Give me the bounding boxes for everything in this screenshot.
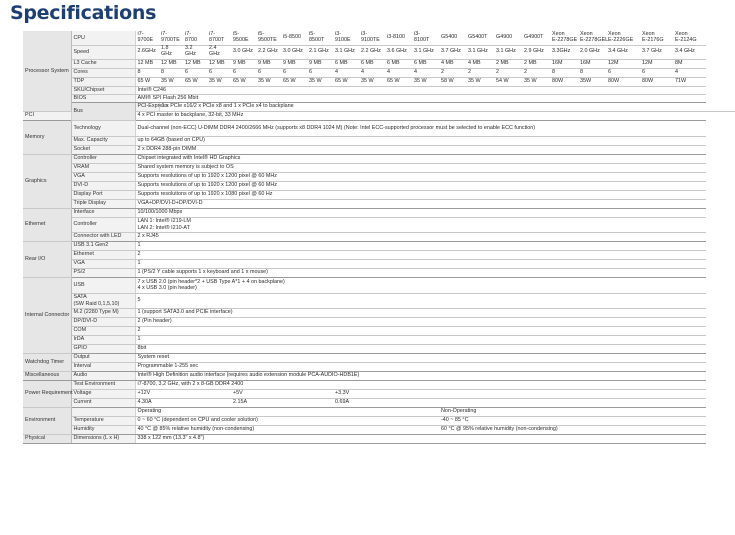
cpu-model-cell: i3- 8100T [412, 31, 439, 45]
internal-connector-value: 5 [135, 293, 706, 308]
rear-io-sub-label: PS/2 [71, 268, 135, 277]
internal-connector-sub-label: COM [71, 326, 135, 335]
voltage-12v: +12V [135, 389, 231, 398]
tdp-cell: 65 W [231, 77, 256, 86]
rear-io-row [23, 250, 735, 259]
cpu-model-cell: i5- 9500E [231, 31, 256, 45]
l3-cache-cell: 12M [640, 59, 673, 68]
l3-cache-cell: 12 MB [207, 59, 231, 68]
graphics-row [23, 172, 735, 181]
tdp-cell: 80W [606, 77, 640, 86]
current-12v: 4.30A [135, 398, 231, 407]
cores-cell: 6 [183, 68, 207, 77]
cores-cell: 6 [256, 68, 281, 77]
cpu-speed-cell: 3.7 GHz [439, 45, 466, 59]
cpu-speed-cell: 2.2 GHz [256, 45, 281, 59]
label-cpu: CPU [71, 31, 135, 45]
environment-header-row [23, 407, 735, 416]
internal-connector-sub-label: IrDA [71, 335, 135, 344]
bus-row [23, 102, 735, 111]
graphics-value: Supports resolutions of up to 1920 x 1200 pixel @ 60 MHz [135, 172, 706, 181]
tdp-row [23, 77, 735, 86]
cores-cell: 8 [159, 68, 183, 77]
physical-row [23, 434, 735, 443]
memory-value: 2 x DDR4 288-pin DIMM [135, 145, 706, 154]
cpu-model-cell: i3- 9100TE [359, 31, 385, 45]
cores-cell: 4 [333, 68, 359, 77]
l3-cache-cell: 16M [550, 59, 578, 68]
cpu-model-cell: Xeon E-2226GE [606, 31, 640, 45]
internal-connector-sub-label: SATA (SW Raid 0,1,5,10) [71, 293, 135, 308]
power-voltage-row [23, 389, 735, 398]
cores-cell: 6 [307, 68, 333, 77]
sku-row [23, 86, 735, 94]
watchdog-timer-value: Programmable 1-255 sec [135, 362, 706, 371]
miscellaneous-sub-label: Audio [71, 371, 135, 380]
temperature-non-operating: -40 ~ 85 °C [439, 416, 706, 425]
internal-connector-value: 8bit [135, 344, 706, 353]
graphics-sub-label: DVI-D [71, 181, 135, 190]
graphics-value: Supports resolutions of up to 1920 x 1200 pixel @ 60 MHz [135, 181, 706, 190]
cpu-speed-cell: 2.6GHz [135, 45, 159, 59]
cpu-model-cell: Xeon E-2278GE [550, 31, 578, 45]
cores-cell: 6 [281, 68, 307, 77]
rear-io-sub-label: Ethernet [71, 250, 135, 259]
spec-table-body [23, 31, 735, 443]
test-environment-value: i7-8700, 3.2 GHz, with 2 x 8-GB DDR4 2400 [135, 380, 706, 389]
category-rear-io: Rear I/O [23, 241, 71, 277]
category-environment: Environment [23, 407, 71, 434]
bus-value: 1 x PCIe x16/2 x PCIe x8 and 1 x PCIe x4 to backplane [159, 102, 735, 111]
graphics-value: Chipset integrated with Intel® HD Graphics [135, 154, 706, 163]
label-temperature: Temperature [71, 416, 135, 425]
ethernet-sub-label: Connector with LED [71, 232, 135, 241]
cpu-model-cell: Xeon E-2176G [640, 31, 673, 45]
graphics-sub-label: Triple Display [71, 199, 135, 208]
tdp-cell: 65 W [333, 77, 359, 86]
internal-connector-sub-label: M.2 (2280 Type M) [71, 308, 135, 317]
category-physical: Physical [23, 434, 71, 443]
cpu-model-cell: G4900T [522, 31, 550, 45]
graphics-row [23, 181, 735, 190]
cpu-model-cell: i7- 8700 [183, 31, 207, 45]
rear-io-value: 2 [135, 250, 706, 259]
cpu-speed-cell: 3.1 GHz [333, 45, 359, 59]
rear-io-sub-label: USB 3.1 Gen2 [71, 241, 135, 250]
cpu-model-cell: i5-8500 [281, 31, 307, 45]
l3-cache-row [23, 59, 735, 68]
cpu-speed-cell: 2.0 GHz [578, 45, 606, 59]
cpu-model-cell: G5400T [466, 31, 494, 45]
tdp-cell: 35 W [522, 77, 550, 86]
l3-cache-cell: 12 MB [183, 59, 207, 68]
rear-io-sub-label: VGA [71, 259, 135, 268]
ethernet-value: 10/100/1000 Mbps [135, 208, 706, 217]
graphics-sub-label: VRAM [71, 163, 135, 172]
physical-value: 338 x 122 mm (13.3" x 4.8") [135, 434, 706, 443]
tdp-cell: 58 W [439, 77, 466, 86]
internal-connector-value: 7 x USB 2.0 (pin header*2 + USB Type A*1 + 4 on backplane) 4 x USB 3.0 (pin header) [135, 277, 706, 293]
memory-row [23, 120, 735, 136]
l3-cache-cell: 6 MB [359, 59, 385, 68]
l3-cache-cell: 9 MB [307, 59, 333, 68]
internal-connector-row [23, 308, 735, 317]
cores-cell: 4 [359, 68, 385, 77]
cpu-model-cell: i5- 9500TE [256, 31, 281, 45]
l3-cache-cell: 4 MB [466, 59, 494, 68]
category-bus: Bus [71, 102, 135, 120]
cores-cell: 6 [640, 68, 673, 77]
category-ethernet: Ethernet [23, 208, 71, 241]
label-bios: BIOS [71, 94, 135, 102]
rear-io-row [23, 241, 735, 250]
l3-cache-cell: 12 MB [159, 59, 183, 68]
ethernet-sub-label: Controller [71, 217, 135, 232]
cpu-model-cell: i3- 9100E [333, 31, 359, 45]
l3-cache-cell: 9 MB [256, 59, 281, 68]
cpu-model-cell: G4900 [494, 31, 522, 45]
tdp-cell: 80W [640, 77, 673, 86]
rear-io-row [23, 268, 735, 277]
internal-connector-sub-label: USB [71, 277, 135, 293]
internal-connector-row [23, 317, 735, 326]
l3-cache-cell: 8M [673, 59, 706, 68]
speed-row [23, 45, 735, 59]
label-sku-chipset: SKU/Chipset [71, 86, 135, 94]
bus-value: 4 x PCI master to backplane, 32-bit, 33 MHz [135, 111, 706, 120]
sku-value: Intel® C246 [135, 86, 706, 94]
tdp-cell: 65 W [385, 77, 412, 86]
label-operating: Operating [135, 407, 439, 416]
label-voltage: Voltage [71, 389, 135, 398]
cores-cell: 8 [578, 68, 606, 77]
graphics-sub-label: Controller [71, 154, 135, 163]
watchdog-timer-sub-label: Interval [71, 362, 135, 371]
tdp-cell: 71W [673, 77, 706, 86]
tdp-cell: 35 W [256, 77, 281, 86]
internal-connector-row [23, 335, 735, 344]
cpu-model-cell: i7- 9700E [135, 31, 159, 45]
tdp-cell: 80W [550, 77, 578, 86]
current-5v: 2.15A [231, 398, 333, 407]
cpu-speed-cell: 1.8 GHz [159, 45, 183, 59]
cpu-speed-cell: 3.4 GHz [673, 45, 706, 59]
watchdog-timer-row [23, 353, 735, 362]
watchdog-timer-row [23, 362, 735, 371]
cores-cell: 2 [439, 68, 466, 77]
internal-connector-row [23, 344, 735, 353]
l3-cache-cell: 4 MB [439, 59, 466, 68]
internal-connector-value: 1 [135, 335, 706, 344]
temperature-operating: 0 ~ 60 °C (dependent on CPU and cooler solution) [135, 416, 439, 425]
cpu-model-cell: Xeon E-2278GEL [578, 31, 606, 45]
label-test-environment: Test Environment [71, 380, 135, 389]
internal-connector-sub-label: DP/DVI-D [71, 317, 135, 326]
graphics-value: Shared system memory is subject to OS [135, 163, 706, 172]
graphics-row [23, 154, 735, 163]
rear-io-row [23, 259, 735, 268]
ethernet-sub-label: Interface [71, 208, 135, 217]
page-title: Specifications [10, 2, 157, 24]
internal-connector-sub-label: GPIO [71, 344, 135, 353]
l3-cache-cell: 12 MB [135, 59, 159, 68]
label-speed: Speed [71, 45, 135, 59]
graphics-value: VGA+DP/DVI-D+DP/DVI-D [135, 199, 706, 208]
cores-cell: 8 [550, 68, 578, 77]
bus-sub-label: PCI-Express [135, 102, 159, 111]
cpu-speed-cell: 3.1 GHz [466, 45, 494, 59]
cpu-row [23, 31, 735, 45]
tdp-cell: 35 W [466, 77, 494, 86]
label-tdp: TDP [71, 77, 135, 86]
memory-row [23, 145, 735, 154]
label-current: Current [71, 398, 135, 407]
humidity-operating: 40 °C @ 85% relative humidity (non-condensing) [135, 425, 439, 434]
internal-connector-value: 2 [135, 326, 706, 335]
internal-connector-row [23, 326, 735, 335]
ethernet-row [23, 232, 735, 241]
cpu-model-cell: i3-8100 [385, 31, 412, 45]
internal-connector-row [23, 277, 735, 293]
rear-io-value: 1 [135, 259, 706, 268]
tdp-cell: 65 W [183, 77, 207, 86]
miscellaneous-value: Intel® High Definition audio interface (requires audio extension module PCA-AUDIO-HDB1E) [135, 371, 706, 380]
cores-cell: 6 [231, 68, 256, 77]
category-miscellaneous: Miscellaneous [23, 371, 71, 380]
cores-cell: 4 [385, 68, 412, 77]
cpu-speed-cell: 3.0 GHz [281, 45, 307, 59]
internal-connector-row [23, 293, 735, 308]
label-non-operating: Non-Operating [439, 407, 706, 416]
memory-sub-label: Max. Capacity [71, 136, 135, 145]
ethernet-row [23, 208, 735, 217]
cpu-speed-cell: 3.3GHz [550, 45, 578, 59]
category-power-requirement: Power Requirement [23, 380, 71, 407]
ethernet-value: 2 x RJ45 [135, 232, 706, 241]
l3-cache-cell: 6 MB [333, 59, 359, 68]
ethernet-value: LAN 1: Intel® I219-LM LAN 2: Intel® I210-AT [135, 217, 706, 232]
l3-cache-cell: 9 MB [231, 59, 256, 68]
cpu-speed-cell: 3.7 GHz [640, 45, 673, 59]
l3-cache-cell: 2 MB [522, 59, 550, 68]
category-internal-connector: Internal Connector [23, 277, 71, 353]
l3-cache-cell: 6 MB [385, 59, 412, 68]
l3-cache-cell: 2 MB [494, 59, 522, 68]
physical-sub-label: Dimensions (L x H) [71, 434, 135, 443]
power-test-row [23, 380, 735, 389]
cores-cell: 8 [135, 68, 159, 77]
category-processor-system: Processor System [23, 31, 71, 111]
ethernet-row [23, 217, 735, 232]
cores-row [23, 68, 735, 77]
label-cores: Cores [71, 68, 135, 77]
bios-row [23, 94, 735, 102]
cpu-model-cell: i7- 8700T [207, 31, 231, 45]
current-3v3: 0.69A [333, 398, 706, 407]
cpu-speed-cell: 3.4 GHz [606, 45, 640, 59]
bios-value: AMI® SPI Flash 256 Mbit [135, 94, 706, 102]
memory-value: Dual-channel (non-ECC) U-DIMM DDR4 2400/2666 MHz (supports x8 DDR4 1024 M) (Note: Intel ECC-supported processor must be selected to enable ECC function) [135, 120, 706, 136]
category-memory: Memory [23, 120, 71, 154]
memory-value: up to 64GB (based on CPU) [135, 136, 706, 145]
graphics-row [23, 199, 735, 208]
watchdog-timer-sub-label: Output [71, 353, 135, 362]
cpu-speed-cell: 3.2 GHz [183, 45, 207, 59]
voltage-5v: +5V [231, 389, 333, 398]
temperature-row [23, 416, 735, 425]
humidity-row [23, 425, 735, 434]
memory-sub-label: Socket [71, 145, 135, 154]
tdp-cell: 35 W [207, 77, 231, 86]
cpu-model-cell: i5- 8500T [307, 31, 333, 45]
memory-row [23, 136, 735, 145]
spec-table-wrapper [23, 31, 706, 444]
memory-sub-label: Technology [71, 120, 135, 136]
category-watchdog-timer: Watchdog Timer [23, 353, 71, 371]
label-l3-cache: L3 Cache [71, 59, 135, 68]
cpu-speed-cell: 3.1 GHz [412, 45, 439, 59]
l3-cache-cell: 12M [606, 59, 640, 68]
graphics-row [23, 163, 735, 172]
label-humidity: Humidity [71, 425, 135, 434]
cpu-speed-cell: 2.2 GHz [359, 45, 385, 59]
environment-blank [71, 407, 135, 416]
cores-cell: 2 [494, 68, 522, 77]
tdp-cell: 35W [578, 77, 606, 86]
graphics-value: Supports resolutions of up to 1920 x 1080 pixel @ 60 Hz [135, 190, 706, 199]
voltage-3v3: +3.3V [333, 389, 706, 398]
cpu-model-cell: G5400 [439, 31, 466, 45]
l3-cache-cell: 6 MB [412, 59, 439, 68]
cpu-speed-cell: 2.9 GHz [522, 45, 550, 59]
graphics-sub-label: Display Port [71, 190, 135, 199]
cpu-model-cell: i7- 9700TE [159, 31, 183, 45]
tdp-cell: 35 W [412, 77, 439, 86]
humidity-non-operating: 60 °C @ 95% relative humidity (non-condensing) [439, 425, 706, 434]
tdp-cell: 65 W [135, 77, 159, 86]
cores-cell: 6 [606, 68, 640, 77]
cores-cell: 6 [207, 68, 231, 77]
tdp-cell: 54 W [494, 77, 522, 86]
rear-io-value: 1 [135, 241, 706, 250]
cores-cell: 4 [412, 68, 439, 77]
tdp-cell: 35 W [307, 77, 333, 86]
tdp-cell: 35 W [159, 77, 183, 86]
l3-cache-cell: 16M [578, 59, 606, 68]
cpu-speed-cell: 2.1 GHz [307, 45, 333, 59]
cpu-speed-cell: 3.1 GHz [494, 45, 522, 59]
tdp-cell: 65 W [281, 77, 307, 86]
power-current-row [23, 398, 735, 407]
cpu-speed-cell: 3.0 GHz [231, 45, 256, 59]
graphics-row [23, 190, 735, 199]
rear-io-value: 1 (PS/2 Y cable supports 1 x keyboard and 1 x mouse) [135, 268, 706, 277]
cpu-speed-cell: 3.6 GHz [385, 45, 412, 59]
internal-connector-value: 1 (support SATA3.0 and PCIE interface) [135, 308, 706, 317]
watchdog-timer-value: System reset [135, 353, 706, 362]
category-graphics: Graphics [23, 154, 71, 208]
cpu-model-cell: Xeon E-2124G [673, 31, 706, 45]
tdp-cell: 35 W [359, 77, 385, 86]
miscellaneous-row [23, 371, 735, 380]
cores-cell: 2 [466, 68, 494, 77]
spec-table [23, 31, 735, 444]
internal-connector-value: 2 (Pin header) [135, 317, 706, 326]
cores-cell: 2 [522, 68, 550, 77]
cpu-speed-cell: 2.4 GHz [207, 45, 231, 59]
l3-cache-cell: 9 MB [281, 59, 307, 68]
cores-cell: 4 [673, 68, 706, 77]
bus-sub-label: PCI [23, 111, 71, 120]
graphics-sub-label: VGA [71, 172, 135, 181]
